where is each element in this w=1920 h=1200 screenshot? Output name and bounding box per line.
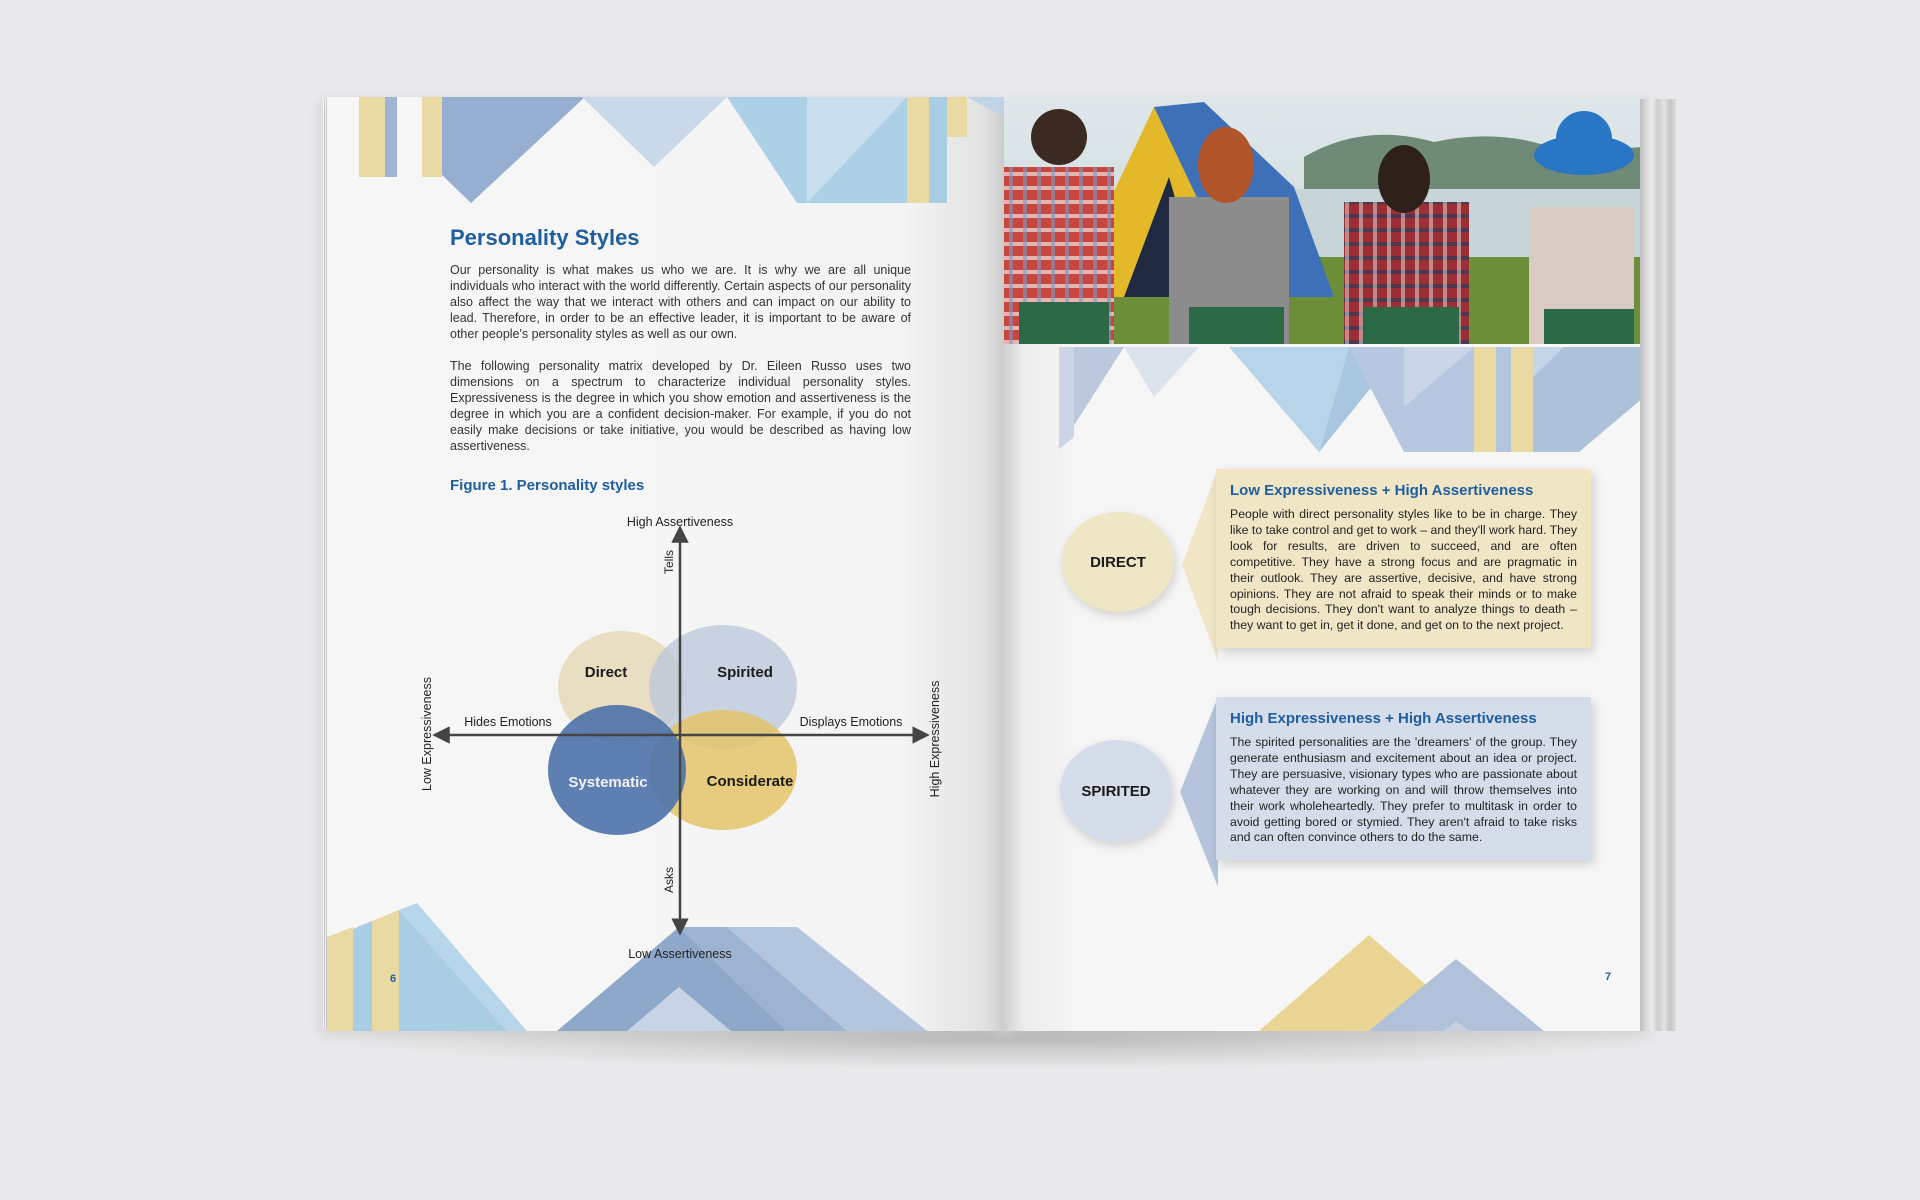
displays-emotions-label: Displays Emotions: [799, 715, 903, 729]
spirited-heading: High Expressiveness + High Assertiveness: [1230, 710, 1537, 727]
matrix-paragraph: The following personality matrix developed by Dr. Eileen Russo uses two dimensions on a spectrum to characterize individual personality styles. Expressiveness is the degree in which you show emotion and assertiveness is the degree in which you are a confident decision-maker. For example, if you do not easily make decisions or take initiative, you would be described as having low assertiveness.: [450, 359, 911, 453]
venn-systematic: [548, 705, 686, 835]
quadrant-considerate: Considerate: [706, 773, 794, 790]
page-number-left: 6: [390, 973, 397, 985]
direct-pointer: [1182, 469, 1218, 661]
direct-card: [1216, 469, 1591, 648]
spirited-pointer: [1180, 697, 1218, 887]
direct-circle: DIRECT: [1062, 512, 1174, 612]
direct-heading: Low Expressiveness + High Assertiveness: [1230, 482, 1534, 499]
right-page-edge: [1640, 99, 1676, 1031]
spirited-circle: SPIRITED: [1060, 740, 1172, 842]
tells-label: Tells: [662, 549, 676, 575]
quadrant-systematic: Systematic: [568, 774, 648, 791]
quadrant-direct: Direct: [584, 664, 628, 681]
right-page: [1004, 97, 1644, 1031]
asks-label: Asks: [662, 866, 676, 894]
quadrant-spirited: Spirited: [717, 664, 773, 681]
bottom-label: Low Assertiveness: [628, 947, 732, 961]
low-expressiveness-label: Low Expressiveness: [420, 677, 434, 791]
intro-paragraph: Our personality is what makes us who we are. It is why we are all unique individuals who interact with the world differently. Certain aspects of our personality also affect the way that we interact with others and can impact on our ability to lead. Therefore, in order to be an effective leader, it is important to be aware of other people's personality styles as well as our own.: [450, 263, 911, 341]
page-title: Personality Styles: [450, 225, 640, 250]
spirited-description: The spirited personalities are the 'dreamers' of the group. They generate enthusiasm and excitement about an idea or project. They are persuasive, visionary types who are passionate about whatever they are working on and will throw themselves into their work wholeheartedly. They prefer to multitask in order to avoid getting bored or stymied. They aren't afraid to take risks and can often convince others to do the same.: [1230, 735, 1577, 845]
direct-description: People with direct personality styles like to be in charge. They like to take control and get to work – and they'll work hard. They look for results, are driven to succeed, and are often competitive. They have a strong focus and are pragmatic in their outlook. They are assertive, decisive, and have strong opinions. They are not afraid to speak their minds or to make tough decisions. They don't want to analyze things to death – they want to get in, get it done, and get on to the next project.: [1230, 507, 1577, 633]
page-number-right: 7: [1605, 971, 1612, 983]
spirited-card: [1216, 697, 1591, 860]
hides-emotions-label: Hides Emotions: [464, 715, 552, 729]
high-expressiveness-label: High Expressiveness: [928, 680, 942, 798]
left-page: [327, 97, 1004, 1031]
top-label: High Assertiveness: [626, 515, 734, 529]
personality-matrix: [327, 97, 1004, 1031]
figure-title: Figure 1. Personality styles: [450, 477, 645, 494]
